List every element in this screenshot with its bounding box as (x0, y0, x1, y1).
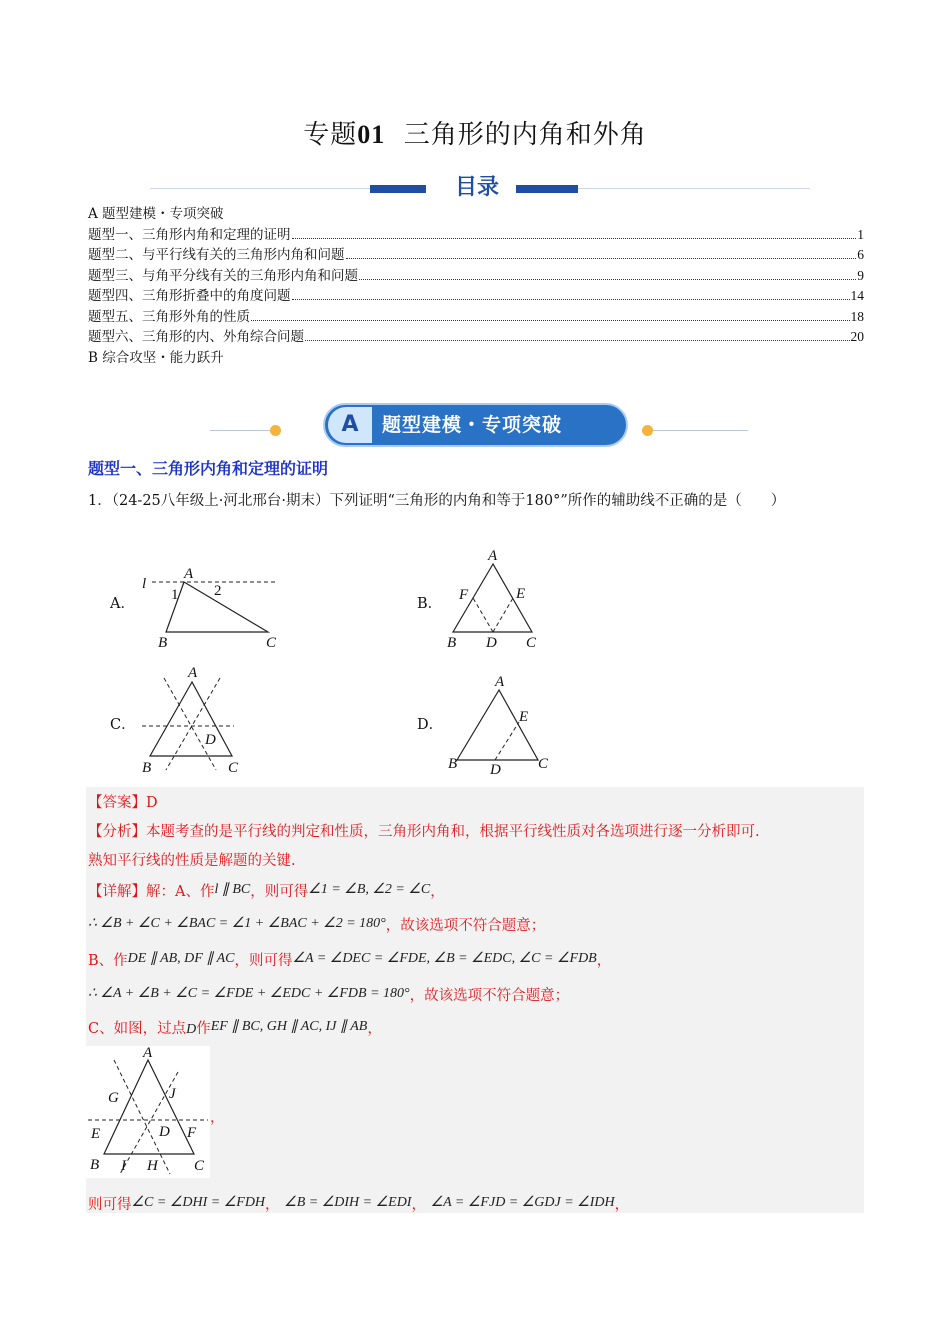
title-prefix: 专题 (303, 120, 358, 150)
detail-b-mid: ，则可得 (234, 953, 293, 969)
toc-entry[interactable] (88, 266, 864, 287)
toc-entry[interactable] (88, 348, 864, 369)
math-de-df-parallel: DE ∥ AB, DF ∥ AC (127, 951, 235, 966)
toc-entry-page: 1 (857, 226, 864, 242)
page-title (0, 114, 950, 151)
detail-line-last (88, 1193, 629, 1214)
figure-option-c (134, 662, 244, 774)
answer-tag: 【答案】 (88, 795, 146, 811)
detail-line-b (88, 949, 611, 970)
banner-line-right (653, 430, 748, 431)
option-d-label: D． (417, 717, 444, 733)
label-e: E (91, 1126, 101, 1142)
type-heading: 题型一、三角形内角和定理的证明 (88, 459, 329, 478)
triangle-abc (150, 682, 232, 756)
toc-leader (346, 258, 857, 259)
label-b: B (448, 756, 458, 772)
analysis-line-2: 熟知平行线的性质是解题的关键. (88, 853, 296, 869)
dashed-df (473, 598, 493, 632)
detail-c-mid: 作 (196, 1021, 211, 1037)
label-angle-2: 2 (214, 583, 222, 599)
label-angle-1: 1 (171, 587, 179, 603)
section-title: 题型建模・专项突破 (382, 414, 563, 436)
section-badge: A (328, 407, 372, 443)
answer-line (88, 791, 158, 812)
title-number: 01 (357, 120, 386, 149)
detail-b2-text: ，故该选项不符合题意； (409, 988, 570, 1004)
figure-option-b (443, 544, 553, 654)
figure-option-a (138, 562, 288, 654)
toc-entry-label: 题型五、三角形外角的性质 (88, 308, 250, 325)
detail-b-text: B、作 (88, 953, 128, 969)
figure-trailing-comma: ， (210, 1110, 225, 1126)
toc-entry[interactable] (88, 307, 864, 328)
math-sum-a: ∴ ∠B + ∠C + ∠BAC = ∠1 + ∠BAC + ∠2 = 180° (88, 916, 386, 931)
label-c: C (266, 635, 277, 651)
label-a: A (184, 566, 194, 582)
math-sum-b: ∴ ∠A + ∠B + ∠C = ∠FDE + ∠EDC + ∠FDB = 180° (88, 986, 410, 1001)
dashed-de (495, 722, 519, 760)
label-c: C (194, 1158, 205, 1174)
analysis-tag: 【分析】 (88, 824, 146, 840)
toc-entry-page: 14 (850, 288, 864, 303)
detail-line-c (88, 1017, 382, 1038)
label-i: I (121, 1158, 126, 1174)
dashed-de (493, 598, 513, 632)
option-b-label: B． (417, 596, 443, 612)
answer-value: D (146, 795, 158, 811)
toc-entry-label: 题型三、与角平分线有关的三角形内角和问题 (88, 267, 358, 284)
toc-leader (292, 299, 850, 300)
toc-banner-line-right (578, 188, 810, 189)
toc-leader (359, 279, 856, 280)
detail-tag: 【详解】 (88, 884, 146, 900)
math-point-d: D (186, 1022, 197, 1037)
toc-entry-label: 题型二、与平行线有关的三角形内角和问题 (88, 247, 345, 263)
label-b: B (90, 1157, 100, 1173)
label-a: A (495, 674, 505, 690)
math-c-parallels: EF ∥ BC, GH ∥ AC, IJ ∥ AB (210, 1019, 368, 1034)
toc-entry-page: 6 (857, 247, 864, 262)
last-text: 则可得 (88, 1197, 132, 1213)
label-a: A (488, 548, 498, 564)
toc-banner (150, 170, 810, 206)
toc-entry-page: 9 (857, 267, 864, 283)
label-g: G (108, 1090, 119, 1106)
detail-line-b2 (88, 984, 569, 1005)
toc-entry-label: 题型四、三角形折叠中的角度问题 (88, 288, 291, 304)
analysis-text-1: 本题考查的是平行线的判定和性质，三角形内角和，根据平行线性质对各选项进行逐一分析即可. (146, 824, 760, 840)
math-l-parallel-bc: l ∥ BC (214, 882, 251, 897)
label-h: H (147, 1158, 158, 1174)
label-b: B (158, 635, 168, 651)
toc-entry-page: 20 (850, 329, 864, 344)
banner-dot-left (270, 425, 281, 436)
last-comma-1: ， (265, 1197, 280, 1213)
toc-leader (305, 340, 850, 341)
label-b: B (142, 760, 152, 774)
toc-entry[interactable] (88, 225, 864, 246)
label-e: E (516, 586, 526, 602)
label-c: C (538, 756, 549, 772)
toc-leader (292, 238, 857, 239)
detail-c-text: C、如图，过点 (88, 1021, 187, 1037)
toc-leader (251, 320, 850, 321)
last-comma-2: ， (411, 1197, 426, 1213)
detail-c-comma: ， (367, 1021, 382, 1037)
label-f: F (459, 587, 469, 603)
last-comma-3: ， (614, 1197, 630, 1213)
toc-banner-bar-right (516, 185, 578, 193)
toc-entry[interactable] (88, 204, 864, 225)
label-b: B (447, 635, 457, 651)
detail-a-text: 解：A、作 (146, 884, 215, 900)
label-e: E (519, 709, 529, 725)
toc-banner-bar-left (370, 185, 426, 193)
detail-a2-text: ，故该选项不符合题意； (385, 918, 546, 934)
banner-line-left (210, 430, 270, 431)
label-d: D (159, 1124, 170, 1140)
option-c-label: C． (110, 717, 136, 733)
math-angle-c-eq: ∠C = ∠DHI = ∠FDH (131, 1195, 266, 1210)
toc-entry[interactable] (88, 245, 864, 266)
label-c: C (228, 760, 239, 774)
math-angle-a-eq: ∠A = ∠FJD = ∠GDJ = ∠IDH (430, 1195, 615, 1210)
question-text: 1．（24-25八年级上·河北邢台·期末）下列证明“三角形的内角和等于180°”所作的辅助线不正确的是（ ） (88, 493, 786, 509)
label-a: A (143, 1046, 153, 1061)
toc-entry[interactable] (88, 286, 864, 307)
math-angle-equalities: ∠1 = ∠B, ∠2 = ∠C (308, 882, 431, 897)
label-d: D (490, 762, 501, 778)
toc-entry-page: 18 (850, 308, 864, 324)
toc-label: 目录 (454, 175, 499, 200)
toc-banner-line-left (150, 188, 370, 189)
math-angle-b-eq: ∠B = ∠DIH = ∠EDI (284, 1195, 412, 1210)
toc-entry-label: B 综合攻坚・能力跃升 (88, 349, 224, 366)
math-b-equalities: ∠A = ∠DEC = ∠FDE, ∠B = ∠EDC, ∠C = ∠FDB (292, 951, 597, 966)
label-f: F (187, 1125, 197, 1141)
label-a: A (188, 665, 198, 681)
option-a-label: A． (110, 596, 135, 612)
toc-entry-label: A 题型建模・专项突破 (88, 206, 224, 222)
figure-answer-c (86, 1046, 210, 1178)
label-d: D (486, 635, 497, 651)
table-of-contents (88, 204, 864, 368)
analysis-line-1 (88, 820, 760, 841)
triangle-abc (457, 690, 538, 760)
label-j: J (169, 1086, 176, 1102)
banner-dot-right (642, 425, 653, 436)
detail-b-comma: ， (596, 953, 612, 969)
toc-entry-label: 题型六、三角形的内、外角综合问题 (88, 329, 304, 345)
detail-a-comma: ， (430, 884, 445, 900)
toc-entry-label: 题型一、三角形内角和定理的证明 (88, 226, 291, 243)
toc-entry[interactable] (88, 327, 864, 348)
section-banner (210, 400, 750, 452)
label-c: C (526, 635, 537, 651)
label-l: l (142, 576, 147, 592)
detail-a-mid: ，则可得 (250, 884, 309, 900)
figure-option-d (443, 670, 558, 778)
label-d: D (205, 732, 216, 748)
detail-line-a2 (88, 914, 545, 935)
title-rest: 三角形的内角和外角 (403, 120, 647, 150)
detail-line-a (88, 880, 445, 901)
